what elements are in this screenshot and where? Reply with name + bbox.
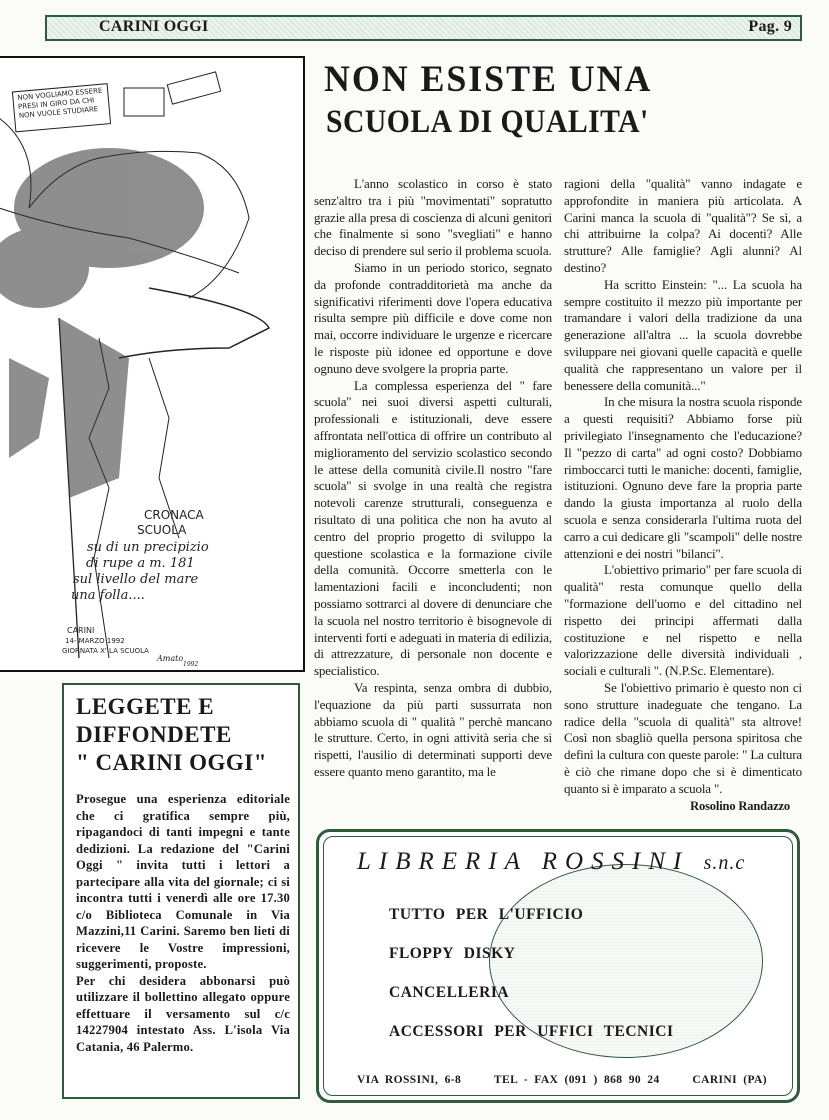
article-title-line-2: SCUOLA DI QUALITA': [326, 104, 649, 140]
promo-heading-line: LEGGETE E: [76, 694, 215, 719]
page-number: Pag. 9: [748, 18, 792, 35]
page-header-bar: [45, 15, 802, 41]
caption-line: di rupe a m. 181: [86, 556, 195, 571]
artist-signature: Amato: [157, 654, 184, 663]
artist-year: 1992: [183, 661, 199, 668]
ad-item: FLOPPY DISKY: [389, 945, 516, 962]
caption-place: CARINI: [67, 626, 95, 635]
ad-item: TUTTO PER L'UFFICIO: [389, 906, 584, 923]
article-paragraph: In che misura la nostra scuola risponde a questi requisiti? Abbiamo forse più privilegiato l'insegnamento che l'educazione? Il "pezzo di carta" ad ogni costo? Dobbiamo rimboccarci tutti le maniche: docenti, famiglie, istituzioni. Ognuno deve fare la propria parte dando la giusta importanza al ruolo della scuola e senza considerarla l'ultima ruota del carro a cui dedicare gli "scampoli" delle nostre attenzioni e dei nostri "bilanci".: [564, 394, 802, 561]
promo-heading: [76, 693, 298, 777]
ad-shop-name: [357, 848, 745, 876]
ad-item: ACCESSORI PER UFFICI TECNICI: [389, 1023, 674, 1040]
ad-city: CARINI (PA): [692, 1074, 767, 1086]
ad-shop-name-text: LIBRERIA ROSSINI: [357, 848, 690, 875]
ad-address: VIA ROSSINI, 6-8: [357, 1074, 462, 1086]
ad-footer: [357, 1074, 767, 1086]
promo-box: [62, 683, 300, 1099]
article-column-2: [564, 176, 802, 815]
publication-name: CARINI OGGI: [99, 18, 209, 35]
caption-line: una folla....: [71, 588, 145, 603]
article-paragraph: L'anno scolastico in corso è stato senz'altro tra i più "movimentati" sopratutto grazie alla presa di coscienza di alcuni genitori che finalmente si sono "svegliati" e hanno deciso di prendere sul serio il problema scuola.: [314, 176, 552, 259]
ad-shop-suffix: s.n.c: [703, 852, 746, 874]
article-paragraph: L'obiettivo primario" per fare scuola di qualità" resta comunque quello della "formazione dell'uomo e del cittadino nel rispetto dei principi affermati dalla costituzione e nel rispetto e nella valorizzazione delle diversità individuali , sociali e culturali ". (N.P.Sc. Elementare).: [564, 562, 802, 679]
ad-phone: TEL - FAX (091 ) 868 90 24: [493, 1074, 660, 1086]
caption-line: sul livello del mare: [73, 572, 199, 587]
promo-heading-line: " CARINI OGGI": [76, 750, 267, 775]
article-title-line-1: NON ESISTE UNA: [324, 59, 653, 100]
article-paragraph: Se l'obiettivo primario è questo non ci sono strutture inadeguate che tengano. La radice della "scuola di qualità" sta altrove! Così non sbagliò quella persona spiritosa che definì la cultura con queste parole: " La cultura è ciò che rimane dopo che si è dimenticato quanto si è imparato a scuola ".: [564, 679, 802, 796]
article-paragraph: La complessa esperienza del " fare scuola" nei suoi diversi aspetti culturali, professionali e istituzionali, deve essere affrontata nell'ottica di offrire un contributo al miglioramento del servizio scolastico secondo le attese della comunità civile.Il nostro "fare scuola" si svolge in una realtà che registra notevoli carenze strutturali, conseguenza e risultato di una politica che non ha avuto al centro del proprio progetto di sviluppo la questione scolastica e la formazione civile della comunità. Occorre smetterla con le lamentazioni facili e inconcludenti; non possiamo sottrarci al dovere di denunciare che la scuola nel nostro territorio è bisognevole di interventi forti e adeguati in materia di edilizia, di attrezzature, di personale non docente e specialistico.: [314, 377, 552, 679]
article-column-1: [314, 176, 552, 781]
caption-date: 14- MARZO 1992: [65, 637, 125, 645]
article-paragraph: ragioni della "qualità" vanno indagate e approfondite in maniera più articolata. A Carini manca la scuola di "qualità"? Se sì, a chi attribuirne la colpa? Ai docenti? Alle strutture? Alle famiglie? Agli alunni? Al destino?: [564, 176, 802, 275]
caption-event: GIORNATA X' LA SCUOLA: [62, 647, 149, 655]
ad-item: CANCELLERIA: [389, 984, 510, 1001]
article-paragraph: Va respinta, senza ombra di dubbio, l'equazione da più parti sussurrata non abbiamo scuola di " qualità " perchè mancano le strutture. Certo, in ogni attività seria che si rispetti, l'ausilio di determinati supporti deve essere quanto meno garantito, ma le: [314, 679, 552, 779]
caption-title-1: CRONACA: [144, 508, 204, 522]
promo-body-text: Prosegue una esperienza editoriale che ci gratifica sempre più, ripagandoci di tanti impegni e tante dedizioni. La redazione del "Carini Oggi " invita tutti i lettori a partecipare alla vita del giornale; ci si incontra tutti i venerdì alle ore 17.30 c/o Biblioteca Comunale in Via Mazzini,11 Carini. Saremo ben lieti di ricevere le Vostre impressioni, suggerimenti, proposte.: [76, 792, 290, 971]
cartoon-illustration: [0, 56, 305, 672]
promo-subscribe-text: Per chi desidera abbonarsi può utilizzare il bollettino allegato oppure effettuare il versamento sul c/c 14227904 intestato Ass. L'isola Via Catania, 46 Palermo.: [76, 973, 290, 1054]
caption-line: su di un precipizio: [87, 540, 209, 555]
article-paragraph: Ha scritto Einstein: "... La scuola ha sempre costituito il mezzo più importante per tramandare i valori della tradizione da una generazione all'altra ... la scuola dovrebbe sviluppare nei giovani quelle capacità e quelle qualità che rappresentano un valore per il benessere della comunità...": [564, 276, 802, 393]
protest-banner-text: NON VOGLIAMO ESSERE PRESI IN GIRO DA CHI NON VUOLE STUDIARE: [16, 86, 103, 120]
article-author: Rosolino Randazzo: [690, 799, 790, 814]
caption-title-2: SCUOLA: [137, 523, 187, 537]
bookshop-advertisement: [316, 829, 800, 1103]
promo-body: [76, 791, 290, 1055]
promo-heading-line: DIFFONDETE: [76, 722, 232, 747]
article-paragraph: Siamo in un periodo storico, segnato da profonde contradditorietà ma anche da significativi riferimenti dove l'opera educativa risulta sempre più difficile e dove come non mai, occorre individuare le urgenze e ricercare le risposte più idonee ed opportune e dove ognuno deve svolgere la propria parte.: [314, 259, 552, 376]
